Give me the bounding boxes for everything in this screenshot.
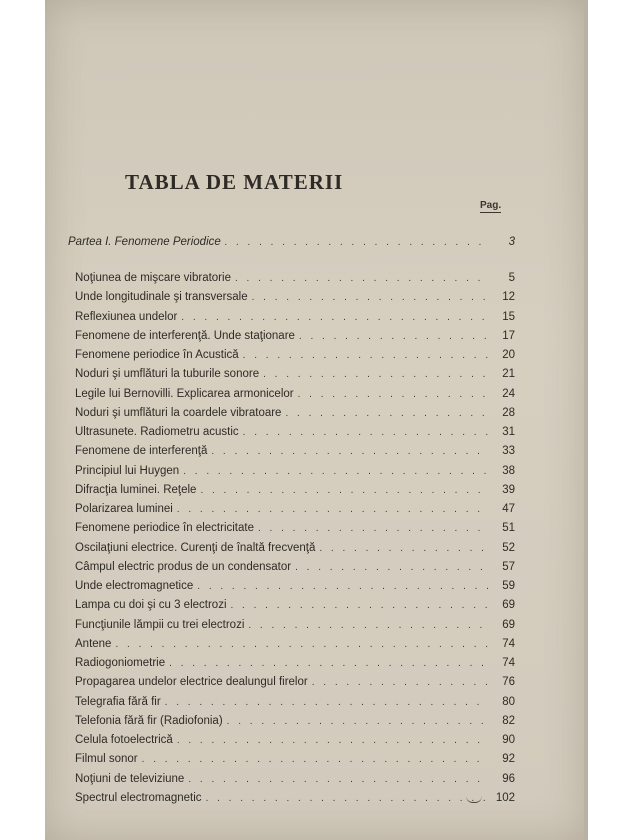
toc-entry-title: Unde longitudinale şi transversale bbox=[75, 291, 248, 304]
toc-entry-title: Fenomene de interferenţă. Unde staţionare bbox=[75, 329, 295, 342]
toc-entry-title: Fenomene de interferenţă bbox=[75, 445, 208, 458]
toc-leader-dots bbox=[295, 562, 489, 573]
toc-leader-dots bbox=[197, 581, 489, 592]
toc-leader-dots bbox=[252, 292, 489, 303]
toc-entry-title: Câmpul electric produs de un condensator bbox=[75, 560, 292, 573]
toc-entry bbox=[75, 291, 515, 309]
toc-entry-page: 12 bbox=[502, 291, 515, 304]
toc-leader-dots bbox=[183, 466, 489, 477]
toc-entry-page: 74 bbox=[502, 637, 515, 650]
toc-entry-page: 76 bbox=[502, 676, 515, 689]
toc-part-page: 3 bbox=[508, 236, 515, 248]
page-edge bbox=[584, 0, 588, 840]
toc-leader-dots bbox=[248, 620, 489, 631]
toc-entry-title: Principiul lui Huygen bbox=[75, 464, 180, 477]
toc-entry-title: Radiogoniometrie bbox=[75, 657, 166, 669]
page-column-label: Pag. bbox=[480, 200, 502, 211]
toc-entry-page: 90 bbox=[502, 734, 515, 746]
toc-entry-page: 52 bbox=[502, 541, 515, 554]
toc-entry bbox=[75, 311, 515, 329]
toc-entry bbox=[75, 388, 515, 406]
toc-entry bbox=[75, 368, 515, 386]
toc-entry-page: 69 bbox=[502, 599, 515, 612]
toc-leader-dots bbox=[319, 543, 489, 554]
toc-leader-dots bbox=[142, 754, 489, 765]
toc-part-title: Partea I. Fenomene Periodice bbox=[68, 236, 221, 248]
toc-entry-title: Legile lui Bernovilli. Explicarea armonicelor bbox=[75, 387, 294, 400]
toc-leader-dots bbox=[211, 446, 489, 457]
toc-entry-page: 102 bbox=[495, 791, 515, 804]
toc-entry-page: 47 bbox=[502, 503, 515, 515]
toc-entry-page: 51 bbox=[502, 522, 515, 535]
toc-entry-title: Unde electromagnetice bbox=[75, 580, 194, 592]
toc-entry-page: 57 bbox=[502, 560, 515, 573]
toc-entry-page: 17 bbox=[502, 329, 515, 342]
toc-entry bbox=[75, 599, 515, 617]
toc-entry bbox=[75, 734, 515, 752]
toc-entry-title: Noduri şi umflături la tuburile sonore bbox=[75, 368, 260, 381]
toc-leader-dots bbox=[225, 237, 489, 248]
toc-entry bbox=[75, 503, 515, 521]
toc-entry-title: Reflexiunea undelor bbox=[75, 310, 178, 323]
toc-entry-page: 15 bbox=[502, 310, 515, 323]
toc-entry-page: 82 bbox=[502, 714, 515, 727]
toc-entry bbox=[75, 349, 515, 367]
toc-entry-title: Fenomene periodice în Acustică bbox=[75, 349, 239, 361]
toc-entry bbox=[75, 619, 515, 637]
toc-entry bbox=[75, 272, 515, 290]
toc-entry bbox=[75, 753, 515, 771]
toc-entry bbox=[75, 465, 515, 483]
toc-leader-dots bbox=[169, 658, 489, 669]
toc-entry-page: 74 bbox=[502, 657, 515, 669]
toc-entry-title: Funcţiunile lămpii cu trei electrozi bbox=[75, 618, 245, 631]
toc-entry bbox=[75, 715, 515, 733]
toc-entry-page: 5 bbox=[508, 272, 515, 284]
toc-entry-title: Polarizarea luminei bbox=[75, 503, 173, 515]
toc-leader-dots bbox=[312, 677, 489, 688]
toc-leader-dots bbox=[299, 331, 489, 342]
toc-entry bbox=[75, 696, 515, 714]
toc-entry bbox=[75, 638, 515, 656]
toc-leader-dots bbox=[235, 273, 489, 284]
toc-entry bbox=[75, 407, 515, 425]
toc-entry bbox=[75, 330, 515, 348]
toc-leader-dots bbox=[115, 639, 489, 650]
toc-leader-dots bbox=[177, 735, 489, 746]
toc-entry-title: Filmul sonor bbox=[75, 753, 138, 766]
toc-entry bbox=[75, 426, 515, 444]
toc-entry bbox=[75, 445, 515, 463]
toc-entry-page: 39 bbox=[502, 483, 515, 496]
toc-entry-title: Noţiunea de mişcare vibratorie bbox=[75, 272, 231, 284]
toc-leader-dots bbox=[177, 504, 489, 515]
toc-entry bbox=[75, 542, 515, 560]
toc-leader-dots bbox=[258, 523, 489, 534]
toc-entry-title: Difracţia luminei. Reţele bbox=[75, 483, 197, 496]
toc-entry bbox=[75, 657, 515, 675]
toc-entry-page: 33 bbox=[502, 445, 515, 458]
toc-entry-page: 96 bbox=[502, 772, 515, 785]
toc-entry-title: Ultrasunete. Radiometru acustic bbox=[75, 426, 239, 438]
page-title: TABLA DE MATERII bbox=[125, 170, 344, 194]
toc-entry-page: 21 bbox=[502, 368, 515, 381]
toc-leader-dots bbox=[285, 408, 489, 419]
toc-entry-title: Celula fotoelectrică bbox=[75, 734, 173, 746]
toc-entry-page: 31 bbox=[502, 426, 515, 438]
toc-leader-dots bbox=[243, 350, 489, 361]
toc-entry-page: 59 bbox=[502, 580, 515, 592]
toc-entry-page: 80 bbox=[502, 695, 515, 708]
toc-entry-title: Telefonia fără fir (Radiofonia) bbox=[75, 714, 223, 727]
toc-entry bbox=[75, 773, 515, 791]
toc-leader-dots bbox=[231, 600, 490, 611]
toc-entry-title: Noduri şi umflături la coardele vibratoare bbox=[75, 406, 282, 419]
toc-leader-dots bbox=[298, 389, 489, 400]
toc-entry-page: 69 bbox=[502, 618, 515, 631]
toc-entry-title: Telegrafia fără fir bbox=[75, 695, 161, 708]
toc-leader-dots bbox=[181, 312, 489, 323]
toc-entry bbox=[75, 522, 515, 540]
toc-leader-dots bbox=[165, 697, 489, 708]
toc-entry-title: Oscilaţiuni electrice. Curenţi de înaltă frecvenţă bbox=[75, 541, 316, 554]
toc-entry bbox=[75, 792, 515, 810]
toc-leader-dots bbox=[263, 369, 489, 380]
toc-leader-dots bbox=[206, 793, 489, 804]
toc-entry-title: Spectrul electromagnetic bbox=[75, 791, 202, 804]
toc-entry-page: 28 bbox=[502, 406, 515, 419]
toc-leader-dots bbox=[200, 485, 489, 496]
toc-entry bbox=[75, 561, 515, 579]
toc-entry-page: 24 bbox=[502, 387, 515, 400]
toc-entry-title: Propagarea undelor electrice dealungul firelor bbox=[75, 676, 308, 689]
toc-leader-dots bbox=[227, 716, 489, 727]
toc-leader-dots bbox=[243, 427, 489, 438]
toc-entry bbox=[75, 580, 515, 598]
toc-entry bbox=[75, 676, 515, 694]
toc-entry-title: Noţiuni de televiziune bbox=[75, 772, 185, 785]
toc-entry-page: 38 bbox=[502, 464, 515, 477]
toc-part-row bbox=[68, 236, 515, 254]
toc-entry-page: 92 bbox=[502, 753, 515, 766]
toc-leader-dots bbox=[188, 774, 489, 785]
toc-entry-page: 20 bbox=[502, 349, 515, 361]
toc-entry-title: Lampa cu doi şi cu 3 electrozi bbox=[75, 599, 227, 612]
toc-entry-title: Fenomene periodice în electricitate bbox=[75, 522, 254, 535]
toc-entry-title: Antene bbox=[75, 637, 112, 650]
toc-entry bbox=[75, 484, 515, 502]
